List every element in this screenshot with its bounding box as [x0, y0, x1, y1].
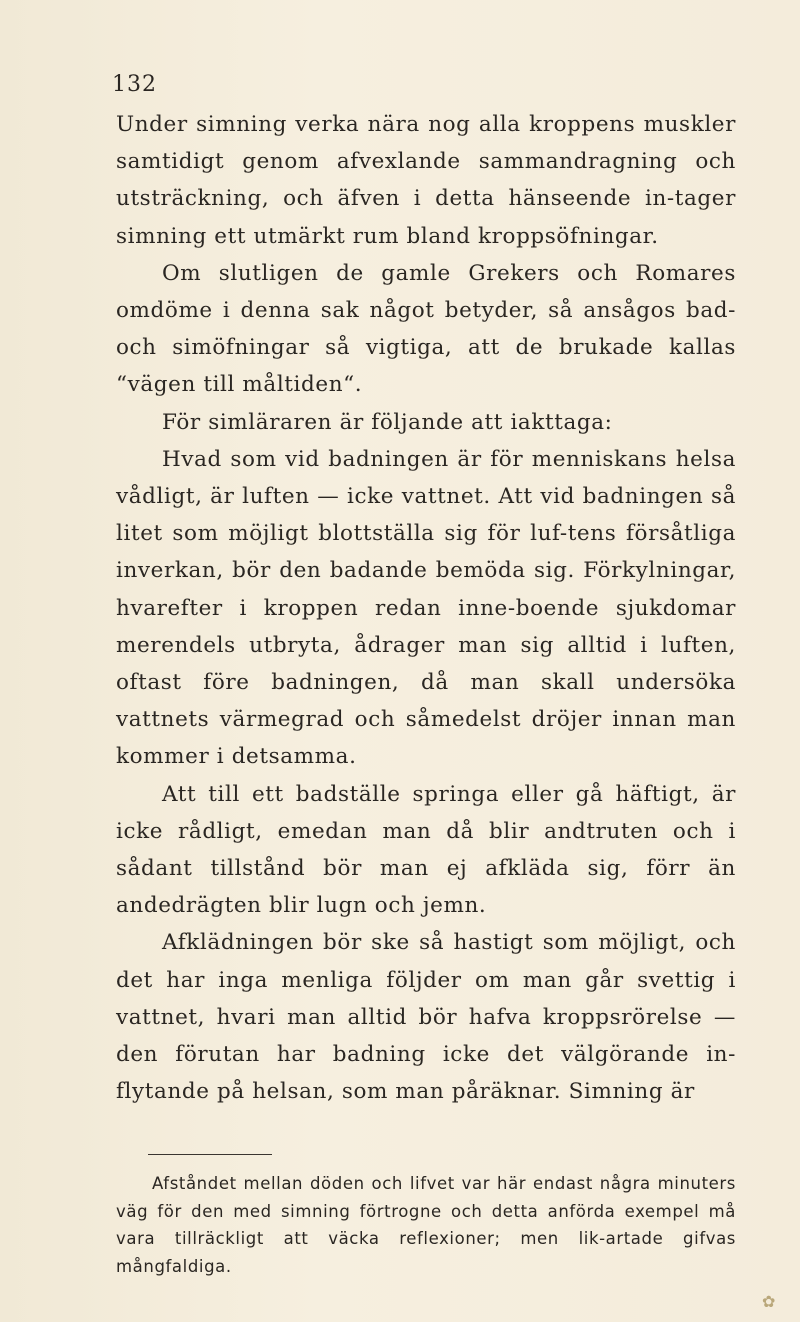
footnote — [116, 1170, 736, 1280]
footnote-text: Afståndet mellan döden och lifvet var här endast några minuters väg för den med simning förtrogne och detta anförda exempel må vara tillräckligt att väcka reflexioner; men lik-artade gifvas mångfaldiga. — [116, 1174, 736, 1276]
paragraph: Under simning verka nära nog alla kroppens muskler samtidigt genom afvexlande sammandragning och utsträckning, och äfven i detta hänseende in-tager simning ett utmärkt rum bland kroppsöfningar. — [116, 112, 736, 249]
stain-mark-icon: ✿ — [762, 1292, 776, 1311]
paragraph: Afklädningen bör ske så hastigt som möjligt, och det har inga menliga följder om man går svettig i vattnet, hvari man alltid bör hafva kroppsrörelse — den förutan har badning icke det välgörande in-flytande på helsan, som man påräknar. Simning är — [116, 930, 736, 1105]
paragraph: Hvad som vid badningen är för menniskans helsa vådligt, är luften — icke vattnet. Att vid badningen så litet som möjligt blottställa sig för luf-tens försåtliga inverkan, bör den badande bemöda sig. Förkylningar, hvarefter i kroppen redan inne-boende sjukdomar merendels utbryta, ådrager man sig alltid i luften, oftast före badningen, då man skall undersöka vattnets värmegrad och såmedelst dröjer innan man kommer i detsamma. — [116, 446, 736, 770]
paragraph: För simläraren är följande att iakttaga: — [162, 409, 613, 435]
paragraph: Om slutligen de gamle Grekers och Romares omdöme i denna sak något betyder, så ansågos bad- och simöfningar så vigtiga, att de brukade kallas “vägen till måltiden“. — [116, 260, 736, 398]
paragraph: Att till ett badställe springa eller gå häftigt, är icke rådligt, emedan man då blir andtruten och i sådant tillstånd bör man ej afkläda sig, förr än andedrägten blir lugn och jemn. — [116, 781, 736, 919]
footnote-divider — [148, 1154, 272, 1155]
page-number: 132 — [112, 72, 157, 97]
body-text — [116, 106, 736, 1110]
